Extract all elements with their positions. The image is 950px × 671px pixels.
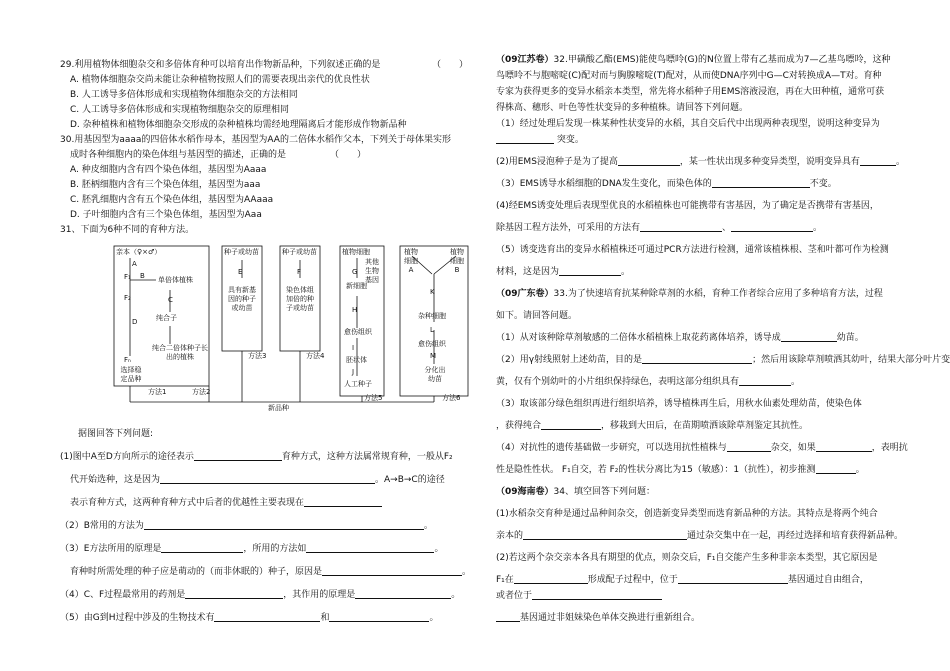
q31-part-1-line-3: 表示育种方式，这两种育种方式中后者的优越性主要表现在: [60, 496, 460, 511]
answer-blank[interactable]: [160, 473, 375, 484]
step-f-label: F: [297, 268, 302, 276]
q34-part-1-line-2: 亲本的 通过杂交集中在一起，再经过选择和培育获得新品种。: [496, 531, 904, 541]
q32-line-2: 鸟嘌呤不与胞嘧啶(C)配对而与胸腺嘧啶(T)配对，从而使DNA序列中G—C对转换成A—T对。育种: [496, 71, 882, 81]
step-h-label: H: [352, 306, 358, 314]
q30-option-c: C. 胚乳细胞内含有五个染色体组，基因型为AAaaa: [70, 195, 274, 205]
q32-part-2: (2)用EMS浸泡种子是为了提高 ，某一性状出现多种变异类型，说明变异具有 。: [496, 157, 905, 167]
answer-blank[interactable]: [329, 611, 429, 622]
parent-label: 亲本（♀×♂）: [116, 248, 162, 256]
answer-blank[interactable]: [712, 177, 810, 188]
answer-blank[interactable]: [306, 542, 434, 553]
answer-blank[interactable]: [739, 375, 791, 386]
answer-blank[interactable]: [678, 573, 788, 584]
m5-gene-label: 其他生物基因: [365, 258, 379, 284]
q31-part-2: （2）B常用的方法为 。: [60, 521, 433, 531]
q30-option-a: A. 种皮细胞内含有四个染色体组，基因型为Aaaa: [70, 165, 267, 175]
q29-stem: 29.利用植物体细胞杂交和多倍体育种可以培育出作物新品种，下列叙述正确的是 （ ）: [60, 58, 460, 73]
q32-part-1-line-1: （1）经过处理后发现一株某种性状变异的水稻，其自交后代中出现两种表现型，说明这种变异为: [496, 119, 880, 129]
q34-part-2-line-2: F₁在 形成配子过程中，位于 基因通过自由组合，: [496, 575, 869, 585]
embryoid-label: 胚状体: [346, 356, 367, 364]
right-column: [496, 52, 950, 626]
q34-part-2-line-1: (2)若这两个杂交亲本各具有期望的优点，则杂交后，F₁自交能产生多种非亲本类型，其它原因是: [496, 553, 878, 563]
new-variety-label: 新品种: [268, 404, 289, 412]
q33-part-4-line-2: 性是隐性性状。 F₁自交，若 F₂的性状分离比为15（敏感）：1（抗性），初步推测 。: [496, 465, 865, 475]
answer-blank[interactable]: [642, 353, 752, 364]
m6-a-label: 植物细胞A: [404, 248, 418, 274]
q29-answer-paren: （ ）: [432, 60, 469, 70]
m3-top-label: 种子或幼苗: [224, 248, 259, 256]
step-g-label: G: [352, 268, 358, 276]
differentiate-label: 分化出幼苗: [424, 366, 446, 383]
step-a-label: A: [132, 260, 137, 268]
select-stable-label: 选择稳定品种: [120, 366, 142, 383]
haploid-label: 单倍体植株: [158, 276, 193, 284]
q33-line-2: 如下。请回答问题。: [496, 311, 578, 321]
method-6-label: 方法6: [442, 394, 461, 402]
q34-line-1: （09海南卷）34、填空回答下列问题：: [496, 487, 655, 497]
q32-line-3: 专家为获得更多的变异水稻亲本类型，常先将水稻种子用EMS溶液浸泡，再在大田种植，通常可获: [496, 87, 885, 97]
pure-line-label: 纯合二倍体种子长出的植株: [152, 344, 208, 361]
answer-blank[interactable]: [185, 588, 283, 599]
answer-blank[interactable]: [523, 529, 687, 540]
q31-part-4: （4）C、F过程最常用的药剂是 ，其作用的原理是 。: [60, 590, 461, 600]
m4-top-label: 种子或幼苗: [282, 248, 317, 256]
f1-label: F₁: [124, 273, 131, 281]
q34-part-1-line-1: (1)水稻杂交育种是通过品种间杂交，创造新变异类型而选育新品种的方法。其特点是将两个纯合: [496, 509, 878, 519]
q33-line-1: （09广东卷）33.为了快速培育抗某种除草剂的水稻，育种工作者综合应用了多种培育方法，过程: [496, 289, 883, 299]
m5-top-label: 植物细胞: [342, 248, 370, 256]
answer-blank[interactable]: [640, 221, 722, 232]
answer-blank[interactable]: [514, 573, 588, 584]
step-m-label: M: [430, 352, 437, 360]
step-l-label: L: [430, 326, 434, 334]
callus2-label: 愈伤组织: [418, 340, 446, 348]
q33-part-3-line-1: （3）取该部分绿色组织再进行组织培养，诱导植株再生后，用秋水仙素处理幼苗，使染色体: [496, 399, 862, 409]
step-j-label: J: [352, 368, 355, 376]
answer-blank[interactable]: [541, 419, 601, 430]
q32-line-1: （09江苏卷）32.甲磺酸乙酯(EMS)能使鸟嘌呤(G)的N位置上带有乙基而成为7—乙基鸟嘌呤，这种: [496, 55, 891, 65]
method-5-label: 方法5: [364, 394, 383, 402]
q31-stem: 31、下面为6种不同的育种方法。: [60, 225, 195, 235]
answer-blank[interactable]: [304, 496, 382, 507]
q29-option-d: D. 杂种植株和植物体细胞杂交形成的杂种植株均需经地理隔离后才能形成作物新品种: [70, 120, 407, 130]
q33-part-2-line-2: 黄，仅有个别幼叶的小片组织保持绿色，表明这部分组织具有 。: [496, 377, 801, 387]
q33-part-1: （1）从对该种除草剂敏感的二倍体水稻植株上取花药离体培养，诱导成 幼苗。: [496, 333, 864, 343]
step-k-label: K: [430, 288, 435, 296]
q29-option-b: B. 人工诱导多倍体形成和实现植物体细胞杂交的方法相同: [70, 90, 298, 100]
q32-part-4-line-1: (4)经EMS诱变处理后表现型优良的水稻植株也可能携带有害基因，为了确定是否携带有害基因，: [496, 201, 879, 211]
q32-line-4: 得株高、穗形、叶色等性状变异的多种植株。请回答下列问题。: [496, 103, 749, 113]
q31-part-1-line-1: (1)图中A至D方向所示的途径表示 育种方式，这种方法属常规育种，一般从F₂: [60, 452, 453, 462]
answer-blank[interactable]: [559, 265, 621, 276]
step-i-label: I: [352, 344, 355, 352]
f2-label: F₂: [124, 294, 131, 302]
left-column: [60, 58, 472, 626]
q30-option-b: B. 胚柄细胞内含有三个染色体组，基因型为aaa: [70, 180, 261, 190]
q31-intro: 据图回答下列问题:: [78, 429, 154, 439]
answer-blank[interactable]: [194, 450, 282, 461]
answer-blank[interactable]: [781, 331, 837, 342]
answer-blank[interactable]: [161, 542, 243, 553]
q31-part-3-line-2: 育种时所需处理的种子应是萌动的（而非休眠的）种子，原因是 。: [70, 567, 472, 577]
answer-blank[interactable]: [816, 441, 872, 452]
q31-part-5: （5）由G到H过程中涉及的生物技术有 和 。: [60, 613, 439, 623]
m6-b-label: 植物细胞B: [450, 248, 464, 274]
q32-part-4-line-2: 除基因工程方法外，可采用的方法有 、 。: [496, 223, 823, 233]
q30-answer-paren: （ ）: [330, 150, 367, 160]
m5-new-label: 新细胞: [346, 282, 367, 290]
q33-part-4-line-1: （4）对抗性的遗传基础做一步研究，可以选用抗性植株与 杂交，如果 ，表明抗: [496, 443, 908, 453]
step-d-label: D: [132, 318, 138, 326]
method-1-label: 方法1: [148, 388, 167, 396]
q30-stem-1: 30.用基因型为aaaa的四倍体水稻作母本，基因型为AA的二倍体水稻作父本，下列关于母体果实形: [60, 135, 451, 145]
answer-blank[interactable]: [322, 565, 462, 576]
answer-blank[interactable]: [214, 611, 320, 622]
answer-blank[interactable]: [860, 155, 896, 166]
answer-blank[interactable]: [731, 221, 813, 232]
method-2-label: 方法2: [192, 388, 211, 396]
q33-part-3-line-2: ，获得纯合 ，移栽到大田后，在苗期喷洒该除草剂鉴定其抗性。: [496, 421, 809, 431]
q31-part-1-line-2: 代开始选种，这是因为 。A→B→C的途径: [70, 475, 445, 485]
answer-blank[interactable]: [355, 588, 451, 599]
q34-part-2-line-3: 或者位于: [496, 588, 898, 604]
q29-option-c: C. 人工诱导多倍体形成和实现植物细胞杂交的原理相同: [70, 105, 290, 115]
callus-label: 愈伤组织: [344, 328, 372, 336]
breeding-methods-diagram: [112, 244, 472, 419]
q30-option-d: D. 子叶细胞内含有三个染色体组，基因型为Aaa: [70, 210, 262, 220]
answer-blank[interactable]: [816, 463, 856, 474]
m3-body-label: 具有新基因的种子或幼苗: [228, 286, 256, 312]
q32-part-1-line-2: 突变。: [496, 132, 898, 148]
q32-part-5-line-1: （5）诱变选育出的变异水稻植株还可通过PCR方法进行检测，通常该植株根、茎和叶都可作为检测: [496, 245, 889, 255]
answer-blank[interactable]: [532, 589, 662, 600]
artificial-seed-label: 人工种子: [344, 380, 372, 388]
fn-label: Fₙ: [124, 356, 131, 364]
answer-blank[interactable]: [144, 519, 424, 530]
q30-stem-2: 成时各种细胞内的染色体组与基因型的描述，正确的是 （ ）: [60, 148, 460, 163]
step-c-label: C: [168, 296, 173, 304]
answer-blank[interactable]: [496, 611, 520, 622]
hybrid-label: 杂种细胞: [418, 312, 446, 320]
method-3-label: 方法3: [248, 352, 267, 360]
pure-label: 纯合子: [156, 314, 177, 322]
q32-part-3: （3）EMS诱导水稻细胞的DNA发生变化，而染色体的 不变。: [496, 179, 837, 189]
m4-body-label: 染色体组加倍的种子或幼苗: [286, 286, 314, 312]
answer-blank[interactable]: [727, 441, 771, 452]
q34-part-2-line-4: 基因通过非姐妹染色单体交换进行重新组合。: [496, 610, 898, 626]
q32-part-5-line-2: 材料，这是因为 。: [496, 267, 631, 277]
answer-blank[interactable]: [496, 133, 554, 144]
answer-blank[interactable]: [618, 155, 680, 166]
step-e-label: E: [238, 268, 243, 276]
q33-part-2-line-1: （2）用γ射线照射上述幼苗，目的是 ；然后用该除草剂喷洒其幼叶，结果大部分叶片变: [496, 355, 950, 365]
q31-part-3-line-1: （3）E方法所用的原理是 ，所用的方法如 。: [60, 544, 444, 554]
q29-option-a: A. 植物体细胞杂交尚未能让杂种植物按照人们的需要表现出亲代的优良性状: [70, 75, 370, 85]
method-4-label: 方法4: [306, 352, 325, 360]
step-b-label: B: [140, 272, 145, 280]
